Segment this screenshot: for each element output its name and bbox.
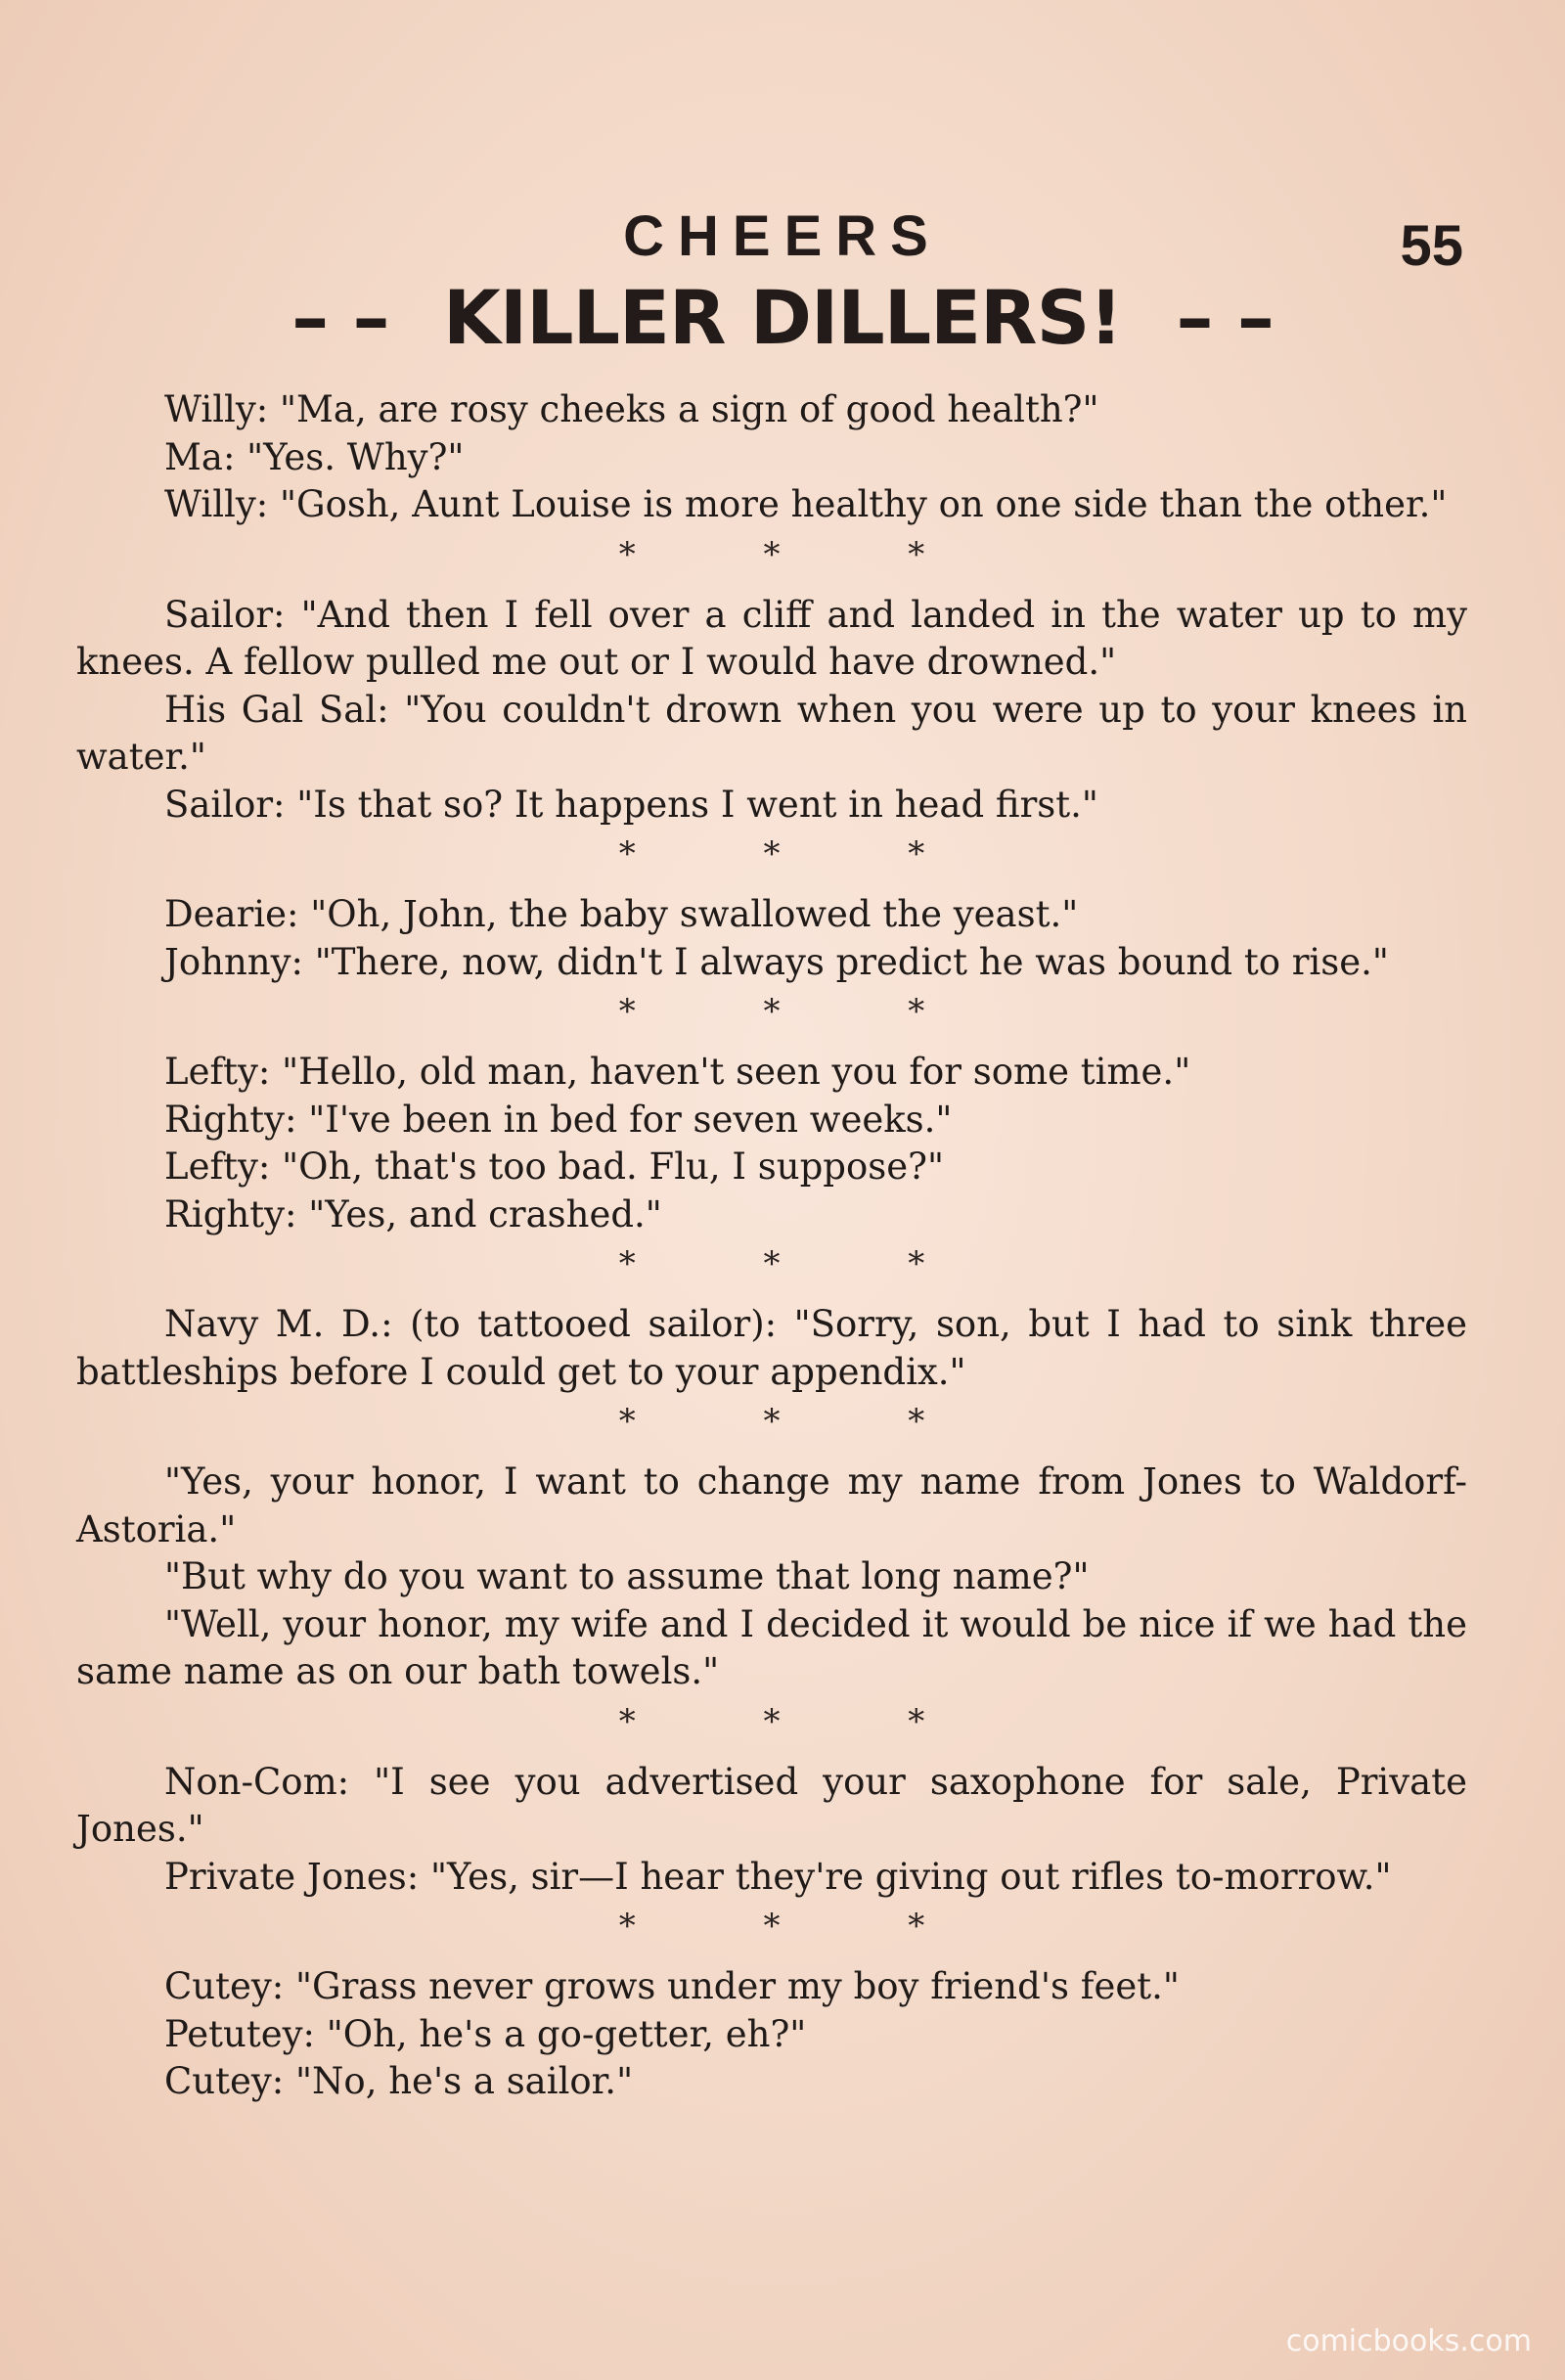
separator-stars: * * * bbox=[618, 992, 984, 1031]
joke-line: "Well, your honor, my wife and I decided it would be nice if we had the same name as on our bath towels." bbox=[76, 1602, 1467, 1692]
joke bbox=[76, 592, 1467, 830]
joke-line: His Gal Sal: "You couldn't drown when you were up to your knees in water." bbox=[76, 688, 1467, 778]
joke-line: Sailor: "And then I fell over a cliff and landed in the water up to my knees. A fellow pulled me out or I would have drowned." bbox=[76, 593, 1467, 683]
magazine-title: CHEERS bbox=[623, 204, 942, 268]
separator-stars: * * * bbox=[618, 1701, 984, 1741]
joke-line: Lefty: "Hello, old man, haven't seen you for some time." bbox=[164, 1051, 1191, 1093]
joke-line: Sailor: "Is that so? It happens I went in head first." bbox=[164, 783, 1098, 826]
page-number: 55 bbox=[1400, 214, 1463, 278]
joke-line: Lefty: "Oh, that's too bad. Flu, I suppose?" bbox=[164, 1145, 944, 1188]
joke-line: Willy: "Ma, are rosy cheeks a sign of good health?" bbox=[164, 388, 1099, 430]
joke-line: Cutey: "No, he's a sailor." bbox=[164, 2060, 634, 2102]
joke-line: Dearie: "Oh, John, the baby swallowed the yeast." bbox=[164, 893, 1079, 935]
joke bbox=[76, 386, 1467, 529]
heading-title: KILLER DILLERS! bbox=[443, 274, 1122, 361]
joke-line: Private Jones: "Yes, sir—I hear they're giving out rifles to-morrow." bbox=[164, 1855, 1392, 1898]
joke-line: "Yes, your honor, I want to change my name from Jones to Waldorf-Astoria." bbox=[76, 1460, 1467, 1550]
joke-line: Johnny: "There, now, didn't I always predict he was bound to rise." bbox=[164, 940, 1389, 983]
joke bbox=[76, 1459, 1467, 1696]
separator-stars: * * * bbox=[618, 1244, 984, 1283]
joke-line: Righty: "I've been in bed for seven weeks." bbox=[164, 1098, 953, 1141]
watermark: comicbooks.com bbox=[1285, 2324, 1532, 2358]
joke bbox=[76, 1049, 1467, 1238]
separator-stars: * * * bbox=[618, 534, 984, 574]
separator-stars: * * * bbox=[618, 1402, 984, 1441]
joke-line: Ma: "Yes. Why?" bbox=[164, 435, 465, 478]
separator-stars: * * * bbox=[618, 1907, 984, 1946]
joke bbox=[76, 1759, 1467, 1902]
joke-line: Willy: "Gosh, Aunt Louise is more healthy on one side than the other." bbox=[164, 483, 1448, 525]
joke bbox=[76, 1301, 1467, 1396]
heading-dash-right: – – bbox=[1176, 274, 1274, 361]
joke-line: Cutey: "Grass never grows under my boy friend's feet." bbox=[164, 1965, 1180, 2007]
section-heading bbox=[0, 274, 1565, 361]
separator-stars: * * * bbox=[618, 834, 984, 874]
joke-line: Non-Com: "I see you advertised your saxophone for sale, Private Jones." bbox=[76, 1760, 1467, 1850]
joke-line: Navy M. D.: (to tattooed sailor): "Sorry, son, but I had to sink three battleships before I could get to your appendix." bbox=[76, 1303, 1467, 1393]
joke-line: Petutey: "Oh, he's a go-getter, eh?" bbox=[164, 2012, 807, 2055]
joke-line: Righty: "Yes, and crashed." bbox=[164, 1192, 662, 1235]
joke bbox=[76, 891, 1467, 986]
joke-line: "But why do you want to assume that long name?" bbox=[164, 1555, 1090, 1597]
jokes-column bbox=[76, 386, 1467, 2106]
heading-dash-left: – – bbox=[291, 274, 389, 361]
joke bbox=[76, 1963, 1467, 2106]
